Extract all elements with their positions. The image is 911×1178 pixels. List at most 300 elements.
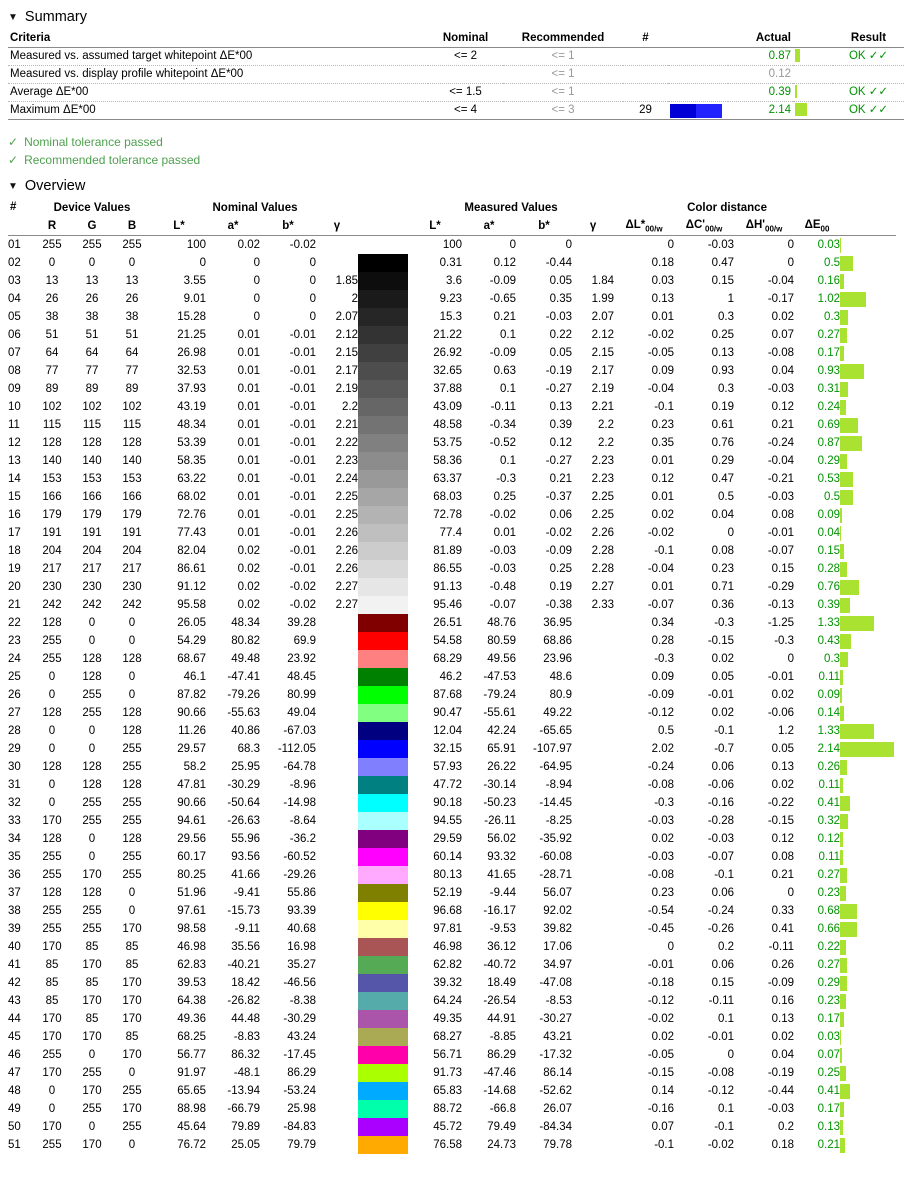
device-b: 38 [125,311,139,324]
patch-number: 01 [8,239,21,252]
col-delta-c: $\Delta C'_{00/w}$ [685,219,723,234]
measured-lab-a: 0.1 [500,455,517,468]
summary-criteria: Measured vs. assumed target whitepoint ΔE*00 [10,50,253,62]
nominal-lab-l: 48.34 [177,419,206,432]
delta-e-bar [840,454,847,469]
patch-color-swatch [358,326,408,344]
measured-lab-l: 46.2 [439,671,463,684]
device-g: 128 [82,437,102,450]
device-g: 170 [82,1031,102,1044]
delta-e00-value: 0.68 [817,905,841,918]
measured-lab-b: -35.92 [539,833,573,846]
nominal-lab-l: 97.61 [177,905,206,918]
delta-l-value: 0.23 [651,419,675,432]
nominal-gamma: 2.21 [335,419,359,432]
measured-lab-a: -14.68 [483,1085,517,1098]
nominal-lab-a: 48.34 [231,617,260,630]
patch-color-swatch [358,578,408,596]
device-b: 255 [122,851,142,864]
measured-lab-b: 48.6 [549,671,573,684]
device-b: 13 [125,275,139,288]
nominal-lab-b: 49.04 [287,707,316,720]
device-g: 38 [85,311,99,324]
patch-row [8,1136,896,1154]
delta-e-bar [840,796,850,811]
nominal-gamma: 2.26 [335,563,359,576]
delta-e-bar [840,328,847,343]
delta-e-bar-cell [840,866,896,884]
delta-e-bar [840,1048,842,1063]
nominal-lab-a: 0 [253,311,260,324]
delta-l-value: -0.18 [647,977,675,990]
measured-lab-a: 79.49 [487,1121,517,1134]
measured-gamma [572,902,614,920]
delta-e00-value: 0.03 [817,239,841,252]
patch-number: 43 [8,995,21,1008]
delta-c-value: -0.02 [707,1139,735,1152]
check-icon: ✓ [8,153,19,167]
delta-h-value: -0.44 [767,1085,795,1098]
patch-color-swatch [358,1046,408,1064]
measured-lab-l: 21.22 [433,329,463,342]
nominal-lab-b: -14.98 [283,797,316,810]
delta-e-bar-cell [840,848,896,866]
measured-gamma: 2.2 [598,437,615,450]
measured-lab-l: 54.58 [433,635,463,648]
measured-lab-l: 39.32 [433,977,463,990]
nominal-lab-a: 68.3 [237,743,260,756]
patch-row [8,776,896,794]
patch-color-swatch [358,704,408,722]
measured-lab-a: -47.46 [483,1067,517,1080]
nominal-lab-b: 0 [309,275,316,288]
delta-c-value: -0.11 [708,995,735,1008]
measured-gamma [572,254,614,272]
patch-row [8,1082,896,1100]
col-nominal-gamma: γ [333,220,341,233]
nominal-gamma [316,704,358,722]
nominal-lab-l: 82.04 [177,545,206,558]
delta-e-bar [840,544,844,559]
delta-e-bar-cell [840,902,896,920]
delta-c-value: -0.26 [707,923,735,936]
overview-section-toggle[interactable] [0,169,85,199]
device-g: 170 [82,1139,102,1152]
measured-gamma [572,794,614,812]
measured-lab-a: -0.48 [489,581,517,594]
device-g: 0 [88,833,96,846]
measured-lab-a: -26.11 [484,815,517,828]
max-delta-e-patch-swatch [670,104,722,118]
device-r: 140 [42,455,62,468]
nominal-lab-a: 0.01 [237,347,260,360]
patch-color-swatch [358,1136,408,1154]
delta-c-value: 0.29 [711,455,735,468]
patch-number: 25 [8,671,21,684]
delta-l-value: 0.07 [651,1121,675,1134]
nominal-gamma [316,236,358,255]
patch-row [8,560,896,578]
measured-gamma: 2.33 [591,599,615,612]
summary-actual-value: 2.14 [768,104,791,116]
delta-h-value: -0.11 [768,941,795,954]
delta-h-value: 0 [787,257,795,270]
delta-l-value: 0.34 [651,617,675,630]
measured-lab-a: 18.49 [487,977,517,990]
nominal-lab-b: 55.86 [287,887,316,900]
delta-c-value: 0.93 [711,365,735,378]
nominal-lab-b: -0.01 [289,545,316,558]
nominal-lab-a: 0.02 [237,599,260,612]
summary-nominal-tolerance [428,66,503,84]
delta-e-bar [840,1030,841,1045]
nominal-lab-b: -0.02 [289,581,316,594]
col-nominal-a: a* [227,220,239,233]
device-g: 166 [82,491,102,504]
patch-row [8,596,896,614]
patch-number: 23 [8,635,21,648]
device-g: 255 [82,905,102,918]
summary-bar-cell [793,102,833,120]
patch-color-swatch [358,1118,408,1136]
patch-number: 46 [8,1049,21,1062]
summary-col-recommended: Recommended [521,32,605,44]
patch-row [8,614,896,632]
measured-lab-b: 80.9 [549,689,573,702]
delta-e-bar [840,346,844,361]
patch-row [8,650,896,668]
color-swatch-half [696,104,722,118]
delta-h-value: -0.08 [767,347,795,360]
delta-e00-value: 0.09 [817,509,841,522]
nominal-lab-l: 91.12 [177,581,206,594]
delta-c-value: 0 [727,1049,735,1062]
delta-c-value: -0.3 [714,617,735,630]
measured-gamma [572,1010,614,1028]
patch-row [8,506,896,524]
device-g: 140 [82,455,102,468]
measured-gamma [572,650,614,668]
nominal-gamma [316,1028,358,1046]
delta-e-bar-cell [840,812,896,830]
measured-lab-a: -0.02 [489,509,517,522]
measured-lab-b: -47.08 [539,977,573,990]
measured-lab-l: 63.37 [433,473,463,486]
delta-h-value: 0.02 [771,1031,795,1044]
delta-e-bar-cell [840,560,896,578]
delta-e-bar [840,1120,843,1135]
nominal-lab-b: -64.78 [283,761,316,774]
patch-row [8,866,896,884]
delta-h-value: 0.08 [771,851,795,864]
nominal-lab-a: 0.01 [237,365,260,378]
nominal-lab-l: 68.02 [177,491,206,504]
measured-lab-b: -8.94 [545,779,573,792]
summary-actual-value: 0.87 [768,50,791,62]
delta-e-bar [840,724,874,739]
nominal-lab-b: -0.01 [289,527,316,540]
nominal-lab-a: 0 [253,275,260,288]
delta-e00-value: 0.41 [817,1085,841,1098]
device-g: 26 [85,293,99,306]
device-b: 115 [122,419,142,432]
device-g: 0 [88,725,96,738]
measured-gamma [572,236,614,255]
measured-lab-a: -26.54 [483,995,517,1008]
delta-e00-value: 0.11 [818,779,841,792]
device-b: 230 [122,581,142,594]
summary-nominal-tolerance: <= 2 [453,50,478,62]
nominal-lab-b: 0 [309,311,316,324]
patch-number: 51 [8,1139,21,1152]
measured-gamma: 1.99 [591,293,615,306]
patch-number: 08 [8,365,21,378]
delta-c-value: -0.08 [707,1067,735,1080]
device-b: 255 [122,761,142,774]
patch-number: 47 [8,1067,21,1080]
device-b: 166 [122,491,142,504]
measured-lab-l: 32.65 [433,365,463,378]
overview-group-device-values: Device Values [53,202,131,214]
nominal-lab-b: 39.28 [287,617,316,630]
nominal-gamma [316,884,358,902]
measured-lab-a: 80.59 [487,635,517,648]
patch-number: 06 [8,329,21,342]
delta-h-value: -0.03 [767,491,795,504]
measured-gamma: 2.19 [591,383,615,396]
delta-c-value: 0.25 [711,329,735,342]
measured-gamma [572,920,614,938]
nominal-lab-b: -112.05 [277,743,316,756]
delta-e-bar [840,436,862,451]
delta-c-value: 0.05 [711,671,735,684]
delta-e-bar [840,490,853,505]
patch-number: 11 [8,419,20,432]
nominal-lab-a: 49.48 [231,653,260,666]
measured-lab-b: 0.13 [549,401,573,414]
nominal-lab-a: -9.41 [233,887,260,900]
delta-e-bar [840,940,846,955]
device-g: 255 [82,239,102,252]
device-b: 255 [122,1085,142,1098]
delta-e-bar-cell [840,524,896,542]
delta-c-value: 0.47 [711,257,735,270]
nominal-gamma [316,1118,358,1136]
delta-e-bar [840,364,864,379]
measured-lab-b: -65.65 [539,725,573,738]
delta-l-value: -0.07 [647,599,675,612]
delta-e00-value: 0.15 [817,545,841,558]
measured-gamma [572,722,614,740]
measured-lab-b: -0.38 [545,599,573,612]
measured-lab-b: -8.53 [545,995,573,1008]
measured-gamma [572,938,614,956]
measured-lab-l: 86.55 [433,563,463,576]
delta-e-bar-cell [840,362,896,380]
device-r: 102 [42,401,62,414]
device-r: 255 [42,923,62,936]
device-r: 115 [42,419,62,432]
delta-e-bar [840,994,846,1009]
nominal-gamma: 2.15 [335,347,359,360]
device-r: 0 [48,743,56,756]
device-r: 255 [42,653,62,666]
nominal-lab-l: 68.67 [177,653,206,666]
device-b: 0 [128,257,136,270]
patch-color-swatch [358,434,408,452]
patch-number: 40 [8,941,21,954]
delta-l-value: 0.12 [651,473,675,486]
measured-lab-l: 72.78 [433,509,463,522]
device-r: 170 [42,1121,62,1134]
delta-l-value: 0 [667,941,675,954]
delta-e00-value: 0.28 [817,563,841,576]
nominal-lab-l: 86.61 [177,563,206,576]
summary-col-actual: Actual [755,32,791,44]
device-b: 255 [122,815,142,828]
device-r: 85 [45,995,59,1008]
delta-c-value: -0.06 [707,779,735,792]
patch-number: 21 [8,599,21,612]
delta-e00-value: 0.5 [824,257,841,270]
nominal-lab-a: -79.26 [227,689,260,702]
nominal-gamma: 2.07 [335,311,359,324]
device-b: 128 [122,653,142,666]
delta-e-bar [840,634,851,649]
delta-e00-value: 1.33 [817,725,841,738]
summary-bar-cell [793,66,833,84]
patch-number: 09 [8,383,21,396]
summary-col-result: Result [850,32,887,44]
delta-h-value: 0.15 [771,563,795,576]
delta-l-value: -0.1 [654,545,675,558]
measured-lab-b: 0 [565,239,573,252]
measured-gamma: 2.25 [591,509,615,522]
delta-c-value: 0.06 [711,887,735,900]
nominal-lab-b: -53.24 [283,1085,316,1098]
nominal-lab-a: 80.82 [231,635,260,648]
delta-l-value: 0.01 [651,311,675,324]
summary-table [8,30,904,120]
summary-col-bar-spacer [793,30,833,48]
nominal-lab-l: 94.61 [177,815,206,828]
nominal-lab-a: 0.01 [237,509,260,522]
device-r: 128 [42,437,62,450]
delta-e-bar-cell [840,992,896,1010]
patch-number: 17 [8,527,21,540]
col-device-r: R [47,220,57,233]
measured-lab-a: -9.53 [489,923,517,936]
measured-lab-b: 0.05 [549,275,573,288]
delta-h-value: 0.16 [771,995,795,1008]
summary-patch-number [623,66,668,84]
device-r: 179 [42,509,62,522]
summary-recommended-tolerance: <= 1 [551,50,575,62]
device-r: 51 [45,329,59,342]
delta-e-bar [840,832,843,847]
device-g: 255 [82,815,102,828]
delta-l-value: -0.08 [647,869,675,882]
col-delta-l: $\Delta L*_{00/w}$ [625,219,663,234]
device-g: 255 [82,923,102,936]
nominal-lab-a: 0.02 [237,563,260,576]
measured-gamma: 2.23 [591,455,615,468]
delta-c-value: -0.1 [714,869,735,882]
patch-number: 15 [8,491,21,504]
patch-row [8,974,896,992]
delta-e-bar-cell [840,1028,896,1046]
col-measured-a: a* [483,220,495,233]
device-b: 179 [122,509,142,522]
measured-lab-a: 48.76 [487,617,517,630]
patch-row [8,380,896,398]
measured-lab-b: -14.45 [539,797,573,810]
col-measured-gamma: γ [589,220,597,233]
device-g: 0 [88,257,96,270]
nominal-lab-a: 0 [253,293,260,306]
patch-row [8,290,896,308]
device-g: 255 [82,689,102,702]
delta-l-value: 0.09 [651,671,675,684]
patch-row [8,272,896,290]
device-g: 89 [85,383,99,396]
measured-lab-b: -28.71 [539,869,573,882]
measured-lab-b: 86.14 [543,1067,573,1080]
patch-color-swatch [358,758,408,776]
measured-lab-a: -0.03 [489,563,517,576]
nominal-lab-b: -0.01 [289,473,316,486]
measured-lab-l: 96.68 [433,905,463,918]
patch-row [8,470,896,488]
measured-lab-b: -64.95 [539,761,573,774]
nominal-lab-b: 80.99 [287,689,316,702]
measured-lab-b: 0.21 [549,473,573,486]
measured-gamma [572,614,614,632]
device-r: 0 [48,779,56,792]
delta-e00-value: 2.14 [817,743,841,756]
patch-number: 44 [8,1013,21,1026]
delta-l-value: -0.1 [654,401,675,414]
measured-lab-a: -0.11 [490,401,517,414]
delta-e-bar-cell [840,416,896,434]
delta-e00-value: 0.69 [817,419,841,432]
device-g: 13 [85,275,99,288]
delta-c-value: -0.28 [707,815,735,828]
device-r: 0 [48,1085,56,1098]
measured-lab-l: 65.83 [433,1085,463,1098]
delta-e00-value: 0.11 [818,851,841,864]
col-measured-l: L* [429,220,441,233]
patch-number: 31 [8,779,21,792]
delta-e-bar-cell [840,920,896,938]
delta-c-value: 0.61 [711,419,735,432]
patch-number: 39 [8,923,21,936]
summary-result: OK ✓✓ [848,86,889,98]
delta-h-value: 0.33 [771,905,795,918]
nominal-lab-l: 58.35 [177,455,206,468]
device-r: 255 [42,239,62,252]
nominal-lab-a: 0.02 [237,545,260,558]
delta-e-bar-cell [840,974,896,992]
patch-number: 07 [8,347,21,360]
delta-c-value: -0.03 [707,239,735,252]
summary-section-toggle[interactable] [0,0,87,30]
delta-e-bar [795,49,800,62]
delta-e-bar-cell [840,1082,896,1100]
nominal-lab-b: -0.01 [289,329,316,342]
delta-c-value: 0.08 [711,545,735,558]
delta-c-value: -0.07 [707,851,735,864]
